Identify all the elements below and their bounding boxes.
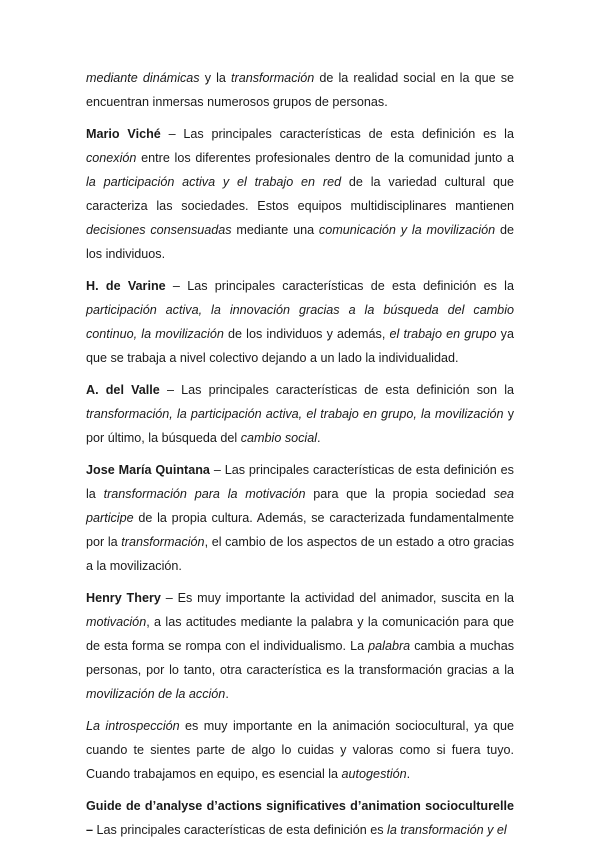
emphasis-text: motivación [86, 615, 147, 629]
emphasis-text: movilización de la acción [86, 687, 226, 701]
body-text: mediante una [231, 223, 319, 237]
body-text: Las principales características de esta definición es [93, 823, 388, 837]
emphasis-text: sea participe [86, 487, 514, 525]
emphasis-text: palabra [368, 639, 411, 653]
paragraph [86, 794, 514, 842]
emphasis-text: mediante dinámicas [86, 71, 200, 85]
emphasis-text: la transformación y el [387, 823, 507, 837]
author-name: A. del Valle [86, 383, 160, 397]
author-name: Guide de d’analyse d’actions significatives d’animation socioculturelle – [86, 799, 514, 837]
emphasis-text: el trabajo en grupo [389, 327, 497, 341]
body-text: es muy importante en la animación sociocultural, ya que cuando te sientes parte de algo lo cuidas y valoras como si fuera tuyo. Cuando trabajamos en equipo, es esencial la [86, 719, 515, 781]
author-name: Jose María Quintana [86, 463, 210, 477]
emphasis-text: decisiones consensuadas [86, 223, 232, 237]
body-text: y por último, la búsqueda del [86, 407, 515, 445]
emphasis-text: transformación [231, 71, 315, 85]
body-text: – Las principales características de esta definición son la [159, 383, 514, 397]
paragraph [86, 458, 514, 578]
body-text: , el cambio de los aspectos de un estado a otro gracias a la movilización. [86, 535, 514, 573]
body-text: de la variedad cultural que caracteriza las sociedades. Estos equipos multidisciplinares mantienen [86, 175, 514, 213]
author-name: Mario Viché [86, 127, 161, 141]
emphasis-text: la participación activa y el trabajo en red [86, 175, 342, 189]
body-text: – Las principales características de esta definición es la [160, 127, 514, 141]
paragraph [86, 66, 514, 114]
body-text: , a las actitudes mediante la palabra y la comunicación para que de esta forma se rompa con el individualismo. La [86, 615, 514, 653]
body-text: – Las principales características de esta definición es la [165, 279, 514, 293]
body-text: – Es muy importante la actividad del animador, suscita en la [160, 591, 514, 605]
body-text: para que la propia sociedad [305, 487, 494, 501]
emphasis-text: autogestión [341, 767, 407, 781]
body-text: cambia a muchas personas, por lo tanto, otra característica es la transformación gracias a la [86, 639, 514, 677]
emphasis-text: cambio social [240, 431, 318, 445]
emphasis-text: comunicación y la movilización [318, 223, 496, 237]
body-text: de los individuos. [86, 223, 514, 261]
body-text: de la realidad social en la que se encuentran inmersas numerosos grupos de personas. [86, 71, 514, 109]
paragraph [86, 714, 514, 786]
emphasis-text: transformación para la motivación [103, 487, 306, 501]
body-text: y la [199, 71, 231, 85]
emphasis-text: transformación [121, 535, 205, 549]
emphasis-text: transformación, la participación activa, el trabajo en grupo, la movilización [86, 407, 504, 421]
body-text: de la propia cultura. Además, se caracterizada fundamentalmente por la [86, 511, 514, 549]
body-text: . [225, 687, 229, 701]
paragraph [86, 378, 514, 450]
body-text: de los individuos y además, [223, 327, 390, 341]
paragraph [86, 274, 514, 370]
emphasis-text: La introspección [86, 719, 180, 733]
body-text: . [406, 767, 411, 781]
body-text: ya que se trabaja a nivel colectivo dejando a un lado la individualidad. [86, 327, 514, 365]
emphasis-text: conexión [86, 151, 137, 165]
document-body [86, 66, 514, 850]
body-text: . [317, 431, 321, 445]
paragraph [86, 122, 514, 266]
emphasis-text: participación activa, la innovación gracias a la búsqueda del cambio continuo, la movilización [86, 303, 514, 341]
paragraph [86, 586, 514, 706]
author-name: Henry Thery [86, 591, 161, 605]
body-text: entre los diferentes profesionales dentro de la comunidad junto a [136, 151, 514, 165]
author-name: H. de Varine [86, 279, 166, 293]
body-text: – Las principales características de esta definición es la [86, 463, 514, 501]
